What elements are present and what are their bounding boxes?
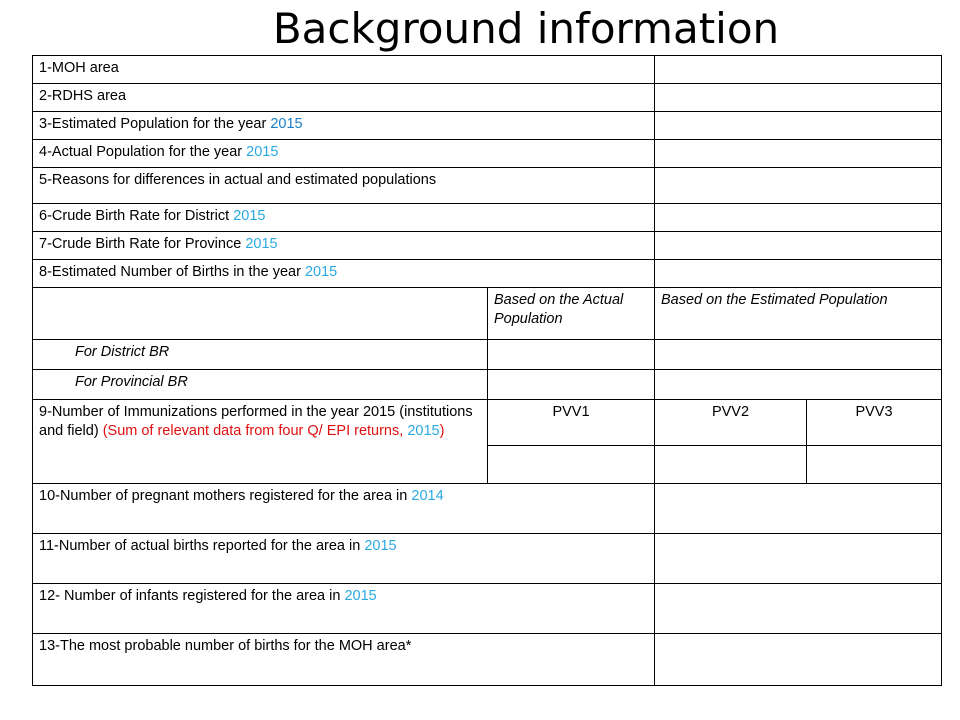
year-highlight: 2015 bbox=[233, 208, 266, 224]
actual-births-value-cell[interactable] bbox=[655, 534, 942, 584]
estimated-births-value-cell[interactable] bbox=[655, 260, 942, 288]
label-text: 11-Number of actual births reported for the area in bbox=[39, 538, 365, 554]
row-label-rdhs-area: 2-RDHS area bbox=[33, 84, 655, 112]
row-label-pregnant-mothers bbox=[33, 484, 655, 534]
row-label-estimated-population bbox=[33, 112, 655, 140]
cbr-district-value-cell[interactable] bbox=[655, 204, 942, 232]
table-row bbox=[33, 260, 942, 288]
rdhs-area-value-cell[interactable] bbox=[655, 84, 942, 112]
table-row bbox=[33, 484, 942, 534]
moh-area-value-cell[interactable] bbox=[655, 56, 942, 84]
header-based-actual: Based on the Actual Population bbox=[488, 288, 655, 340]
provincial-br-actual-cell[interactable] bbox=[488, 370, 655, 400]
pvv1-value-cell[interactable] bbox=[488, 446, 655, 484]
label-text: 6-Crude Birth Rate for District bbox=[39, 208, 234, 224]
label-text: 8-Estimated Number of Births in the year bbox=[39, 264, 305, 280]
row-label-infants-registered bbox=[33, 584, 655, 634]
label-text: 12- Number of infants registered for the area in bbox=[39, 588, 345, 604]
year-highlight: 2015 bbox=[245, 236, 278, 252]
header-pvv2: PVV2 bbox=[655, 400, 807, 446]
reasons-value-cell[interactable] bbox=[655, 168, 942, 204]
pvv2-value-cell[interactable] bbox=[655, 446, 807, 484]
year-highlight: 2015 bbox=[407, 423, 440, 439]
table-row bbox=[33, 400, 942, 446]
row-label-moh-area: 1-MOH area bbox=[33, 56, 655, 84]
row-label-actual-population bbox=[33, 140, 655, 168]
background-information-table bbox=[32, 55, 942, 686]
row-label-probable-births: 13-The most probable number of births for the MOH area* bbox=[33, 634, 655, 686]
cbr-province-value-cell[interactable] bbox=[655, 232, 942, 260]
table-row bbox=[33, 168, 942, 204]
pregnant-mothers-value-cell[interactable] bbox=[655, 484, 942, 534]
provincial-br-estimated-cell[interactable] bbox=[655, 370, 942, 400]
empty-header-cell bbox=[33, 288, 488, 340]
district-br-estimated-cell[interactable] bbox=[655, 340, 942, 370]
year-highlight: 2015 bbox=[344, 588, 377, 604]
infants-registered-value-cell[interactable] bbox=[655, 584, 942, 634]
pvv3-value-cell[interactable] bbox=[807, 446, 942, 484]
year-highlight: 2015 bbox=[270, 116, 303, 132]
note-red: (Sum of relevant data from four Q/ EPI returns, bbox=[102, 423, 408, 439]
row-label-immunizations bbox=[33, 400, 488, 484]
table-row bbox=[33, 204, 942, 232]
table-row bbox=[33, 140, 942, 168]
row-label-cbr-province bbox=[33, 232, 655, 260]
page-title: Background information bbox=[272, 4, 780, 53]
row-label-actual-births bbox=[33, 534, 655, 584]
table-row bbox=[33, 112, 942, 140]
table-row bbox=[33, 634, 942, 686]
label-text: 3-Estimated Population for the year bbox=[39, 116, 271, 132]
table-row bbox=[33, 370, 942, 400]
label-text: 4-Actual Population for the year bbox=[39, 144, 247, 160]
year-highlight: 2015 bbox=[364, 538, 397, 554]
year-highlight: 2015 bbox=[304, 264, 338, 280]
label-text: 10-Number of pregnant mothers registered for the area in bbox=[39, 488, 412, 504]
table-row bbox=[33, 288, 942, 340]
table-row bbox=[33, 340, 942, 370]
estimated-population-value-cell[interactable] bbox=[655, 112, 942, 140]
label-text: 7-Crude Birth Rate for Province bbox=[39, 236, 246, 252]
label-text: 9-Number of Immunizations performed in the year 2015 (institutions and field) bbox=[39, 404, 473, 439]
probable-births-value-cell[interactable] bbox=[655, 634, 942, 686]
table-row bbox=[33, 84, 942, 112]
table-row bbox=[33, 232, 942, 260]
table-row bbox=[33, 56, 942, 84]
table-row bbox=[33, 534, 942, 584]
year-highlight: 2014 bbox=[411, 488, 444, 504]
row-label-provincial-br: For Provincial BR bbox=[33, 370, 488, 400]
row-label-reasons-differences: 5-Reasons for differences in actual and estimated populations bbox=[33, 168, 655, 204]
header-based-estimated: Based on the Estimated Population bbox=[655, 288, 942, 340]
district-br-actual-cell[interactable] bbox=[488, 340, 655, 370]
row-label-estimated-births bbox=[33, 260, 655, 288]
row-label-cbr-district bbox=[33, 204, 655, 232]
actual-population-value-cell[interactable] bbox=[655, 140, 942, 168]
table-row bbox=[33, 584, 942, 634]
row-label-district-br: For District BR bbox=[33, 340, 488, 370]
note-red-close: ) bbox=[439, 423, 445, 439]
header-pvv1: PVV1 bbox=[488, 400, 655, 446]
header-pvv3: PVV3 bbox=[807, 400, 942, 446]
year-highlight: 2015 bbox=[246, 144, 279, 160]
